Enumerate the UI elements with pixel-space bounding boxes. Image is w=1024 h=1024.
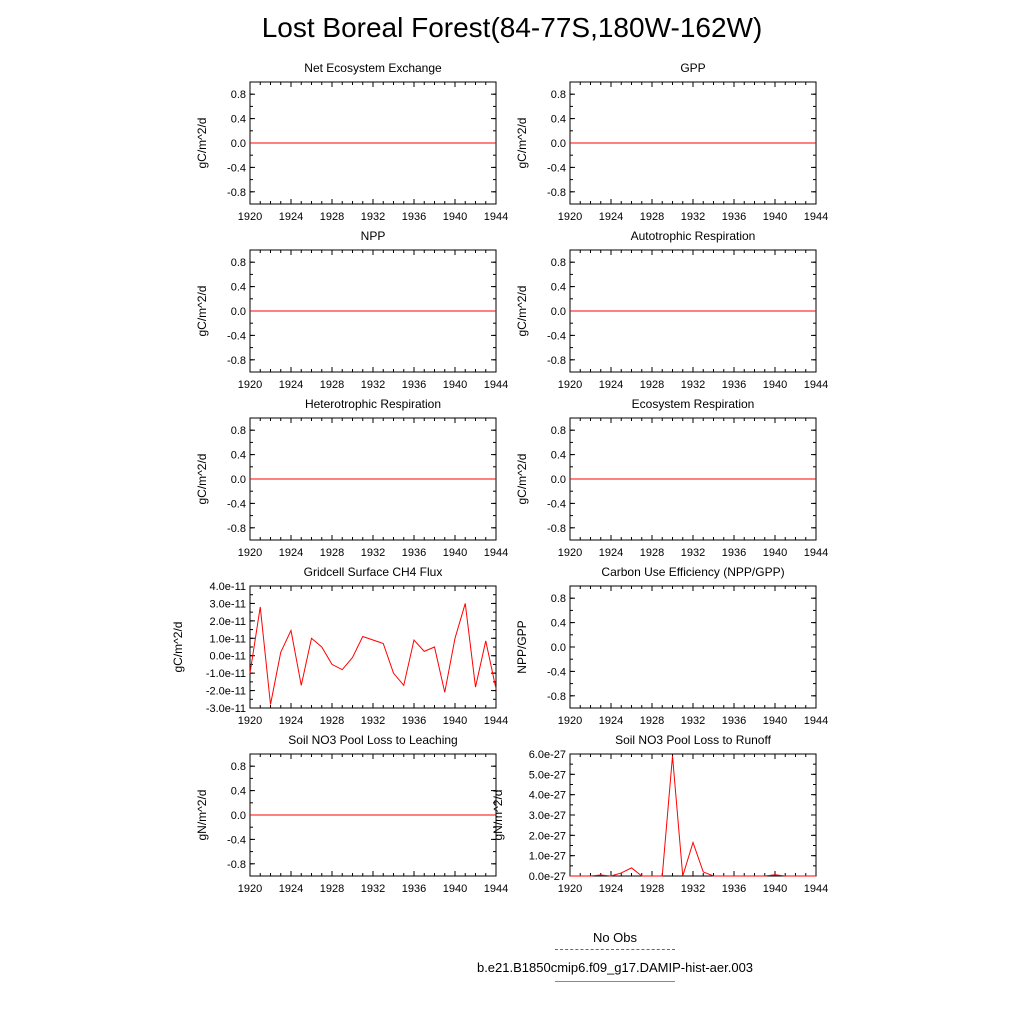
panel-6-xtick-label: 1932 [360,715,386,727]
panel-6-xtick-label: 1940 [442,715,468,727]
panel-3-xtick-label: 1924 [598,379,624,391]
legend-obs-label: No Obs [592,930,638,945]
panel-8-xtick-label: 1936 [401,883,427,895]
panel-5-xtick-label: 1936 [721,547,747,559]
panel-9-ytick-label: 0.0e-27 [528,871,566,883]
panel-1-title: GPP [680,61,706,75]
panel-8-ytick-label: 0.0 [230,810,246,822]
panel-7-xtick-label: 1940 [762,715,788,727]
panel-0-xtick-label: 1944 [483,211,509,223]
panel-5-ytick-label: 0.0 [550,474,566,486]
panel-3-ytick-label: -0.8 [547,354,566,367]
panel-5-xtick-label: 1940 [762,547,788,559]
panel-9-ytick-label: 6.0e-27 [528,749,566,761]
panel-0-ytick-label: 0.8 [230,89,246,102]
panel-7-xtick-label: 1928 [639,715,665,727]
panel-4-ytick-label: 0.4 [230,449,246,462]
panel-3-ytick-label: -0.4 [547,330,566,343]
panel-4-xtick-label: 1944 [483,547,509,559]
panel-8-ylabel: gN/m^2/d [195,789,209,841]
panel-3-ylabel: gC/m^2/d [515,285,529,337]
panel-6-xtick-label: 1944 [483,715,509,727]
panel-0-xtick-label: 1936 [401,211,427,223]
panel-4-xtick-label: 1920 [237,547,263,559]
panel-6-series-line [250,603,496,704]
panel-2-ylabel: gC/m^2/d [195,285,209,337]
panel-1-ytick-label: -0.8 [547,186,566,199]
panel-3-xtick-label: 1932 [680,379,706,391]
panel-3-xtick-label: 1928 [639,379,665,391]
panel-2-ytick-label: -0.8 [227,354,246,367]
panel-1-xtick-label: 1944 [803,211,829,223]
panel-1-ytick-label: 0.0 [550,138,566,150]
panel-6-xtick-label: 1928 [319,715,345,727]
panel-5-xtick-label: 1924 [598,547,624,559]
panel-6-ytick-label: 4.0e-11 [209,581,246,593]
panel-8-xtick-label: 1920 [237,883,263,895]
panel-3-ytick-label: 0.4 [550,281,566,294]
panel-2-xtick-label: 1936 [401,379,427,391]
panel-9-ytick-label: 4.0e-27 [528,789,566,802]
panel-4-xtick-label: 1932 [360,547,386,559]
panel-5-ytick-label: -0.4 [547,498,566,511]
panel-2-xtick-label: 1924 [278,379,304,391]
panel-9-ytick-label: 3.0e-27 [528,810,566,822]
panel-6-xtick-label: 1924 [278,715,304,727]
panel-2-xtick-label: 1940 [442,379,468,391]
panel-9-xtick-label: 1944 [803,883,829,895]
panel-5-title: Ecosystem Respiration [631,397,755,411]
panel-8-xtick-label: 1944 [483,883,509,895]
panel-7-ylabel: NPP/GPP [515,620,529,674]
panel-9-series-line [570,756,816,876]
panel-6-ytick-label: 2.0e-11 [209,615,246,628]
panel-2-xtick-label: 1928 [319,379,345,391]
panel-4-ytick-label: -0.4 [227,498,246,511]
panel-8-xtick-label: 1932 [360,883,386,895]
panel-2-xtick-label: 1932 [360,379,386,391]
panel-1-ytick-label: 0.4 [550,113,566,126]
panel-4-ylabel: gC/m^2/d [195,453,209,505]
panel-6-ytick-label: -3.0e-11 [205,703,246,715]
panel-1-xtick-label: 1936 [721,211,747,223]
panel-2-ytick-label: 0.0 [230,306,246,318]
panel-4-xtick-label: 1940 [442,547,468,559]
legend [440,930,790,982]
panel-5-xtick-label: 1944 [803,547,829,559]
panel-8-ytick-label: 0.8 [230,761,246,774]
panel-7-xtick-label: 1944 [803,715,829,727]
panel-9-xtick-label: 1928 [639,883,665,895]
panel-3-xtick-label: 1944 [803,379,829,391]
panel-6-frame [250,586,496,708]
panel-6-ytick-label: -2.0e-11 [205,685,246,698]
panel-5-ylabel: gC/m^2/d [515,453,529,505]
panel-7-xtick-label: 1932 [680,715,706,727]
panel-3-xtick-label: 1920 [557,379,583,391]
panel-0-xtick-label: 1928 [319,211,345,223]
panel-2-xtick-label: 1920 [237,379,263,391]
panel-4-ytick-label: -0.8 [227,522,246,535]
panel-0-xtick-label: 1940 [442,211,468,223]
panel-4-xtick-label: 1928 [319,547,345,559]
panel-1-xtick-label: 1924 [598,211,624,223]
panel-1-ylabel: gC/m^2/d [515,117,529,169]
panel-1-xtick-label: 1920 [557,211,583,223]
panel-8-xtick-label: 1928 [319,883,345,895]
panel-3-xtick-label: 1940 [762,379,788,391]
panel-9-xtick-label: 1940 [762,883,788,895]
panel-3-xtick-label: 1936 [721,379,747,391]
panel-2-ytick-label: 0.8 [230,257,246,270]
panel-4-xtick-label: 1936 [401,547,427,559]
panel-4-ytick-label: 0.0 [230,474,246,486]
panel-3-ytick-label: 0.0 [550,306,566,318]
panel-2-ytick-label: -0.4 [227,330,246,343]
panel-5-xtick-label: 1920 [557,547,583,559]
panel-7-xtick-label: 1924 [598,715,624,727]
panel-9-xtick-label: 1936 [721,883,747,895]
panel-2-title: NPP [360,229,386,243]
page-title: Lost Boreal Forest(84-77S,180W-162W) [261,12,763,43]
panel-6-ytick-label: -1.0e-11 [205,668,246,681]
panel-6-xtick-label: 1936 [401,715,427,727]
panel-9-ylabel: gN/m^2/d [491,789,505,841]
legend-model-label: b.e21.B1850cmip6.f09_g17.DAMIP-hist-aer.003 [476,960,754,975]
panel-9-ytick-label: 2.0e-27 [528,830,566,843]
panel-7-xtick-label: 1936 [721,715,747,727]
panel-0-title: Net Ecosystem Exchange [304,61,442,75]
panel-0-ylabel: gC/m^2/d [195,117,209,169]
panel-1-xtick-label: 1932 [680,211,706,223]
panel-0-xtick-label: 1920 [237,211,263,223]
panel-6-ylabel: gC/m^2/d [171,621,185,673]
panel-5-ytick-label: 0.4 [550,449,566,462]
panel-9-frame [570,754,816,876]
panel-4-ytick-label: 0.8 [230,425,246,438]
panel-6-xtick-label: 1920 [237,715,263,727]
panel-0-xtick-label: 1924 [278,211,304,223]
panel-9-xtick-label: 1924 [598,883,624,895]
panel-7-title: Carbon Use Efficiency (NPP/GPP) [601,565,785,579]
panel-8-ytick-label: -0.8 [227,858,246,871]
panel-7-ytick-label: 0.4 [550,617,566,630]
panel-8-title: Soil NO3 Pool Loss to Leaching [288,733,458,747]
legend-obs-line [555,949,675,950]
panel-9-xtick-label: 1932 [680,883,706,895]
panel-8-xtick-label: 1924 [278,883,304,895]
panel-1-ytick-label: 0.8 [550,89,566,102]
panel-9-ytick-label: 5.0e-27 [528,769,566,782]
panel-3-ytick-label: 0.8 [550,257,566,270]
panel-6-title: Gridcell Surface CH4 Flux [303,565,443,579]
panel-1-ytick-label: -0.4 [547,162,566,175]
panel-5-ytick-label: -0.8 [547,522,566,535]
panel-2-ytick-label: 0.4 [230,281,246,294]
panel-9-xtick-label: 1920 [557,883,583,895]
panel-7-ytick-label: 0.0 [550,642,566,654]
panel-6-ytick-label: 1.0e-11 [209,633,246,646]
panel-7-ytick-label: -0.4 [547,666,566,679]
panel-4-xtick-label: 1924 [278,547,304,559]
panel-7-ytick-label: 0.8 [550,593,566,606]
panel-0-ytick-label: -0.4 [227,162,246,175]
panel-0-ytick-label: -0.8 [227,186,246,199]
panel-0-ytick-label: 0.4 [230,113,246,126]
panel-5-xtick-label: 1932 [680,547,706,559]
panel-7-frame [570,586,816,708]
panel-5-xtick-label: 1928 [639,547,665,559]
panel-6-ytick-label: 3.0e-11 [209,598,246,611]
panel-0-ytick-label: 0.0 [230,138,246,150]
panel-2-xtick-label: 1944 [483,379,509,391]
panel-6-ytick-label: 0.0e-11 [209,650,246,663]
panel-5-ytick-label: 0.8 [550,425,566,438]
panel-4-title: Heterotrophic Respiration [304,397,442,411]
panel-3-title: Autotrophic Respiration [630,229,756,243]
panel-7-xtick-label: 1920 [557,715,583,727]
panel-9-title: Soil NO3 Pool Loss to Runoff [615,733,771,747]
panel-1-xtick-label: 1928 [639,211,665,223]
panel-8-ytick-label: -0.4 [227,834,246,847]
panel-8-xtick-label: 1940 [442,883,468,895]
panel-1-xtick-label: 1940 [762,211,788,223]
panel-7-ytick-label: -0.8 [547,690,566,703]
panel-9-ytick-label: 1.0e-27 [528,850,566,863]
panel-8-ytick-label: 0.4 [230,785,246,798]
panel-0-xtick-label: 1932 [360,211,386,223]
legend-model-line [555,981,675,982]
